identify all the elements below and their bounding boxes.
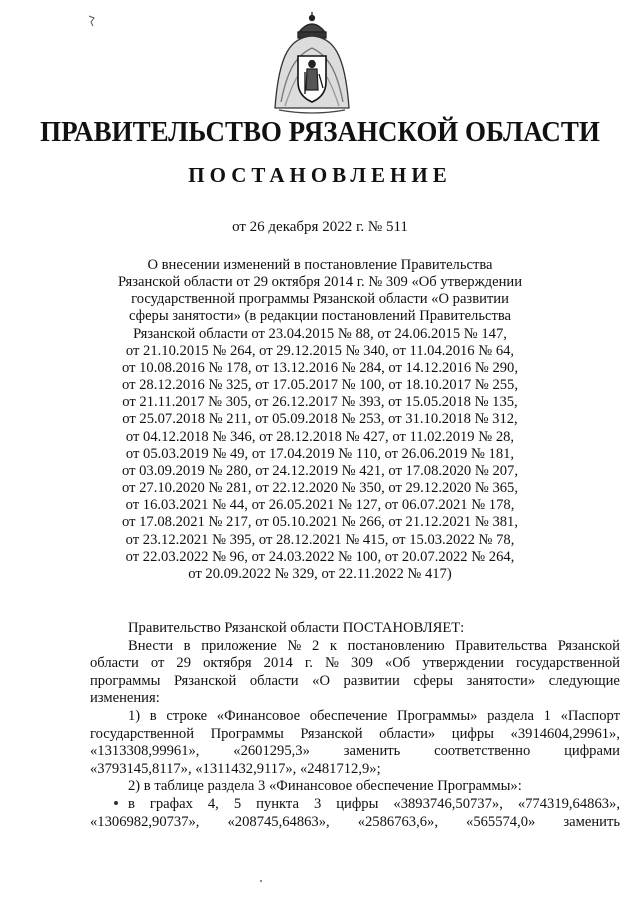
word: «208745,64863», (227, 813, 330, 830)
subject-line: от 05.03.2019 № 49, от 17.04.2019 № 110, от 26.06.2019 № 181, (125, 445, 515, 462)
word: «774319,64863», (517, 795, 620, 812)
word: в (128, 795, 135, 812)
word: строке (166, 707, 208, 724)
paragraph-line (90, 814, 620, 832)
word: «3914604,29961», (510, 725, 620, 742)
subject-line: от 17.08.2021 № 217, от 05.10.2021 № 266, от 21.12.2021 № 381, (122, 514, 518, 531)
word: цифры (336, 795, 379, 812)
paragraph-line (90, 708, 620, 726)
word: Правительства (455, 637, 548, 654)
word: № (324, 655, 339, 672)
document-body (90, 620, 620, 831)
word: к (329, 637, 337, 654)
subject-line: от 28.12.2016 № 325, от 17.05.2017 № 100, от 18.10.2017 № 255, (122, 377, 518, 394)
word: «3893746,50737», (393, 795, 503, 812)
word: «2601295,3» (233, 743, 310, 760)
word: заменить (563, 813, 620, 830)
word: «565574,0» (466, 813, 536, 830)
word: утверждении (422, 655, 504, 672)
subject-line: от 04.12.2018 № 346, от 28.12.2018 № 427, от 11.02.2019 № 28, (125, 428, 515, 445)
subject-line: от 25.07.2018 № 211, от 05.09.2018 № 253, от 31.10.2018 № 312, (122, 411, 518, 428)
subject-line: от 22.03.2022 № 96, от 24.03.2022 № 100, от 20.07.2022 № 264, (125, 548, 515, 565)
word: Программы» (397, 707, 478, 724)
scan-mark (112, 798, 120, 808)
word: Рязанской (300, 725, 363, 742)
document-subject (80, 257, 560, 583)
word: сферы (413, 672, 454, 689)
word: «Финансовое (216, 707, 301, 724)
word: заменить (343, 743, 401, 760)
subject-line: Рязанской области от 29 октября 2014 г. № 309 «Об утверждении (117, 274, 523, 291)
document-type-heading: ПОСТАНОВЛЕНИЕ (188, 163, 452, 187)
subject-line: от 21.11.2017 № 305, от 26.12.2017 № 393, от 15.05.2018 № 135, (122, 394, 518, 411)
subject-line: от 23.12.2021 № 395, от 28.12.2021 № 415, от 15.03.2022 № 78, (125, 531, 515, 548)
word: государственной (515, 655, 620, 672)
word: г. (304, 655, 313, 672)
paragraph-line: «3793145,8117», «1311432,9117», «2481712,9»; (90, 760, 381, 777)
subject-line: от 16.03.2021 № 44, от 26.05.2021 № 127, от 06.07.2021 № 178, (125, 497, 515, 514)
word: цифры (451, 725, 494, 742)
word: цифрами (564, 743, 620, 760)
word: в (183, 637, 191, 654)
word: в (149, 707, 157, 724)
word: Рязанской (174, 672, 237, 689)
paragraph-line: 2) в таблице раздела 3 «Финансовое обеспечение Программы»: (128, 778, 522, 795)
word: 4, (207, 795, 219, 812)
word: «2586763,6», (357, 813, 438, 830)
word: октября (203, 655, 252, 672)
document-date-number: от 26 декабря 2022 г. № 511 (232, 219, 408, 235)
resolution-statement: Правительство Рязанской области ПОСТАНОВЛЯЕТ: (128, 620, 465, 636)
word: Программы (210, 725, 284, 742)
word: области (249, 672, 299, 689)
subject-line: от 20.09.2022 № 329, от 22.11.2022 № 417) (188, 565, 452, 582)
coat-of-arms-emblem (269, 12, 355, 116)
scan-mark (258, 878, 264, 884)
word: № (287, 637, 302, 654)
scan-mark (88, 14, 96, 28)
word: соответственно (434, 743, 531, 760)
word: пункта (256, 795, 299, 812)
subject-line: Рязанской области от 23.04.2015 № 88, от 24.06.2015 № 147, (133, 325, 507, 342)
word: следующие (548, 672, 620, 689)
paragraph-line (90, 638, 620, 656)
word: области» (379, 725, 436, 742)
subject-line: государственной программы Рязанской области «О развитии (131, 291, 509, 308)
word: графах (149, 795, 193, 812)
word: области (90, 655, 139, 672)
subject-line: О внесении изменений в постановление Правительства (147, 257, 493, 273)
subject-line: от 27.10.2020 № 281, от 22.12.2020 № 350, от 29.12.2020 № 365, (122, 480, 518, 497)
word: занятости» (466, 672, 536, 689)
subject-line: сферы занятости» (в редакции постановлений Правительства (128, 308, 512, 325)
paragraph-line (90, 673, 620, 691)
word: «1306982,90737», (90, 813, 200, 830)
paragraph-line (90, 796, 620, 814)
paragraph-line (90, 655, 620, 673)
word: 5 (233, 795, 242, 812)
word: «1313308,99961», (90, 743, 200, 760)
subject-line: от 03.09.2019 № 280, от 24.12.2019 № 421, от 17.08.2020 № 207, (122, 462, 518, 479)
word: от (150, 655, 165, 672)
word: постановлению (347, 637, 445, 654)
word: 2 (311, 637, 320, 654)
paragraph-line: изменения: (90, 690, 160, 707)
word: государственной (90, 725, 195, 742)
word: 1) (128, 707, 141, 724)
government-name-title: ПРАВИТЕЛЬСТВО РЯЗАНСКОЙ ОБЛАСТИ (40, 116, 600, 148)
subject-line: от 10.08.2016 № 178, от 13.12.2016 № 284, от 14.12.2016 № 290, (122, 359, 518, 376)
word: «Паспорт (560, 707, 620, 724)
paragraph-line (90, 726, 620, 744)
word: 1 (543, 707, 551, 724)
word: 309 (350, 655, 373, 672)
word: обеспечение (309, 707, 388, 724)
word: развитии (343, 672, 400, 689)
word: приложение (201, 637, 277, 654)
word: Рязанской (557, 637, 620, 654)
word: 29 (176, 655, 191, 672)
word: 3 (313, 795, 322, 812)
subject-line: от 21.10.2015 № 264, от 29.12.2015 № 340, от 11.04.2016 № 64, (125, 342, 515, 359)
word: программы (90, 672, 161, 689)
word: 2014 (263, 655, 293, 672)
word: раздела (487, 707, 535, 724)
word: «О (312, 672, 330, 689)
paragraph-line (90, 743, 620, 761)
word: «Об (384, 655, 411, 672)
word: Внести (128, 637, 174, 654)
